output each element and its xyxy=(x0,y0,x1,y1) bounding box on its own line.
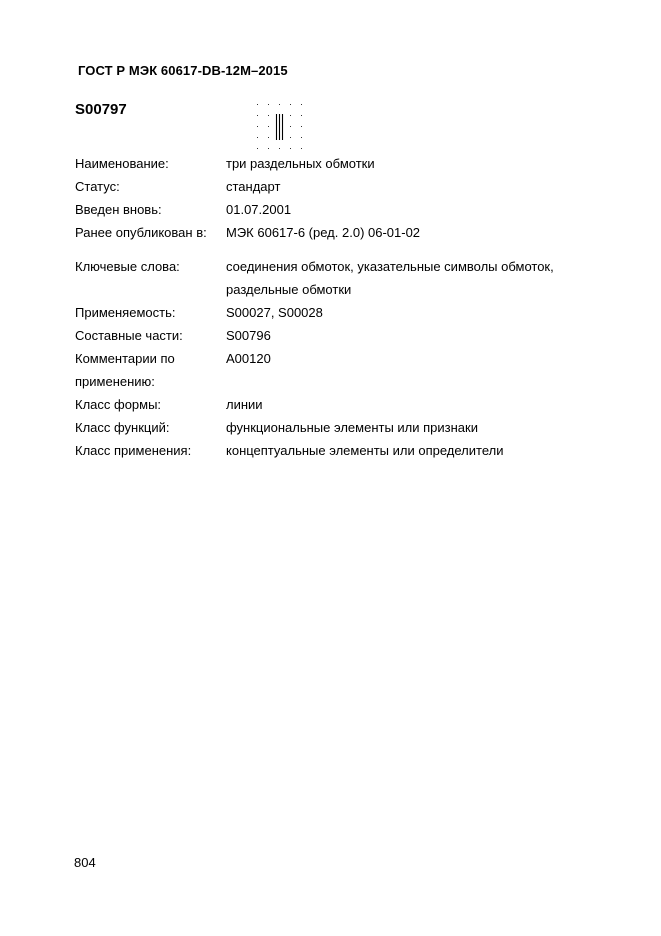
field-label: Класс формы: xyxy=(75,397,162,412)
field-label: Введен вновь: xyxy=(75,202,162,217)
field-keywords xyxy=(75,255,595,301)
field-label: Составные части: xyxy=(75,328,183,343)
field-value: A00120 xyxy=(226,351,271,366)
field-value: стандарт xyxy=(226,179,281,194)
field-label: Применяемость: xyxy=(75,305,176,320)
field-value: S00027, S00028 xyxy=(226,305,323,320)
field-label: Ранее опубликован в: xyxy=(75,225,207,240)
field-label-line: применению: xyxy=(75,374,155,389)
field-value: S00796 xyxy=(226,328,271,343)
symbol-code: S00797 xyxy=(75,101,127,118)
field-value: концептуальные элементы или определители xyxy=(226,443,504,458)
field-value: функциональные элементы или признаки xyxy=(226,420,478,435)
document-header: ГОСТ Р МЭК 60617-DB-12M–2015 xyxy=(78,63,288,78)
field-value xyxy=(226,255,596,301)
field-label: Класс функций: xyxy=(75,420,170,435)
field-label: Наименование: xyxy=(75,156,169,171)
field-value-line: соединения обмоток, указательные символы обмоток, xyxy=(226,259,554,274)
three-separate-windings-symbol-icon xyxy=(254,102,306,152)
page-number: 804 xyxy=(74,855,96,870)
field-value: МЭК 60617-6 (ред. 2.0) 06-01-02 xyxy=(226,225,421,240)
field-application-comments xyxy=(75,347,595,393)
field-value: 01.07.2001 xyxy=(226,202,292,217)
field-label-line: Комментарии по xyxy=(75,351,175,366)
field-value-line: раздельные обмотки xyxy=(226,282,352,297)
field-value: три раздельных обмотки xyxy=(226,156,375,171)
field-label xyxy=(75,347,223,393)
field-value: линии xyxy=(226,397,263,412)
field-label: Ключевые слова: xyxy=(75,259,180,274)
field-label: Класс применения: xyxy=(75,443,192,458)
field-label: Статус: xyxy=(75,179,120,194)
